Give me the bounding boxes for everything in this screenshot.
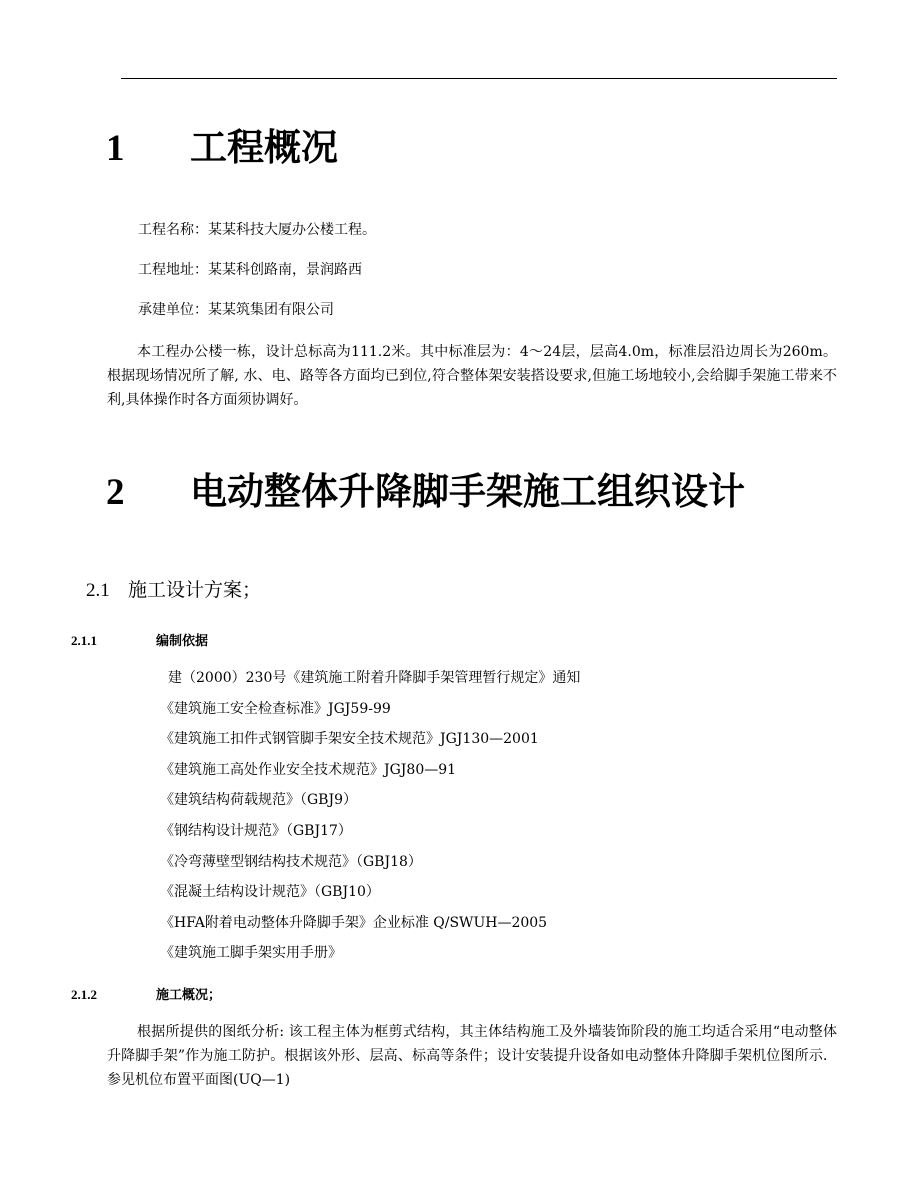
header-rule (121, 78, 837, 79)
section-1-number: 1 (106, 128, 125, 169)
section-2-1-2-heading (71, 986, 221, 1005)
reference-item: 《HFA附着电动整体升降脚手架》企业标准 Q/SWUH—2005 (160, 914, 548, 931)
section-2-1-1-number: 2.1.1 (71, 633, 97, 648)
reference-item: 《建筑施工扣件式钢管脚手架安全技术规范》JGJ130—2001 (160, 731, 539, 748)
reference-item: 《建筑施工安全检查标准》JGJ59-99 (160, 700, 391, 717)
construction-overview-paragraph: 根据所提供的图纸分析: 该工程主体为框剪式结构，其主体结构施工及外墙装饰阶段的施工均适合采用“电动整体升降脚手架”作为施工防护。根据该外形、层高、标高等条件；设计安装提升设备如电动整体升降脚手架机位图所示．参见机位布置平面图(UQ—1) (107, 1024, 837, 1088)
reference-item: 《冷弯薄壁型钢结构技术规范》（GBJ18） (160, 853, 422, 870)
section-2-1-title: 施工设计方案； (128, 579, 262, 601)
section-2-1-1-heading (71, 632, 208, 651)
section-2-number: 2 (106, 472, 125, 513)
section-2-1-heading (86, 578, 261, 603)
contractor-line: 承建单位：某某筑集团有限公司 (138, 302, 334, 318)
reference-item: 《建筑结构荷载规范》（GBJ9） (160, 792, 357, 809)
reference-item: 《建筑施工脚手架实用手册》 (160, 945, 342, 962)
reference-item: 《混凝土结构设计规范》（GBJ10） (160, 884, 380, 901)
reference-item: 《建筑施工高处作业安全技术规范》JGJ80—91 (160, 761, 457, 778)
reference-item: 建（2000）230号《建筑施工附着升降脚手架管理暂行规定》通知 (168, 670, 581, 686)
section-2-1-1-title: 编制依据 (156, 634, 209, 649)
project-overview-paragraph: 本工程办公楼一栋，设计总标高为111.2米。其中标准层为：4～24层，层高4.0m，标准层沿边周长为260m。根据现场情况所了解, 水、电、路等各方面均已到位,符合整体架安装搭设要求,但施工场地较小,会给脚手架施工带来不利,具体操作时各方面须协调好。 (107, 344, 837, 408)
section-2-heading (106, 470, 745, 515)
reference-list (160, 668, 580, 974)
reference-item: 《钢结构设计规范》（GBJ17） (160, 822, 352, 839)
section-2-1-2-number: 2.1.2 (71, 987, 97, 1002)
section-2-1-number: 2.1 (86, 580, 110, 601)
project-address-line: 工程地址：某某科创路南，景润路西 (138, 262, 362, 278)
section-1-heading (106, 126, 338, 171)
section-2-1-2-title: 施工概况； (156, 988, 222, 1003)
project-name-line: 工程名称：某某科技大厦办公楼工程。 (138, 222, 376, 238)
section-2-title: 电动整体升降脚手架施工组织设计 (190, 470, 745, 513)
section-1-title: 工程概况 (190, 126, 338, 169)
